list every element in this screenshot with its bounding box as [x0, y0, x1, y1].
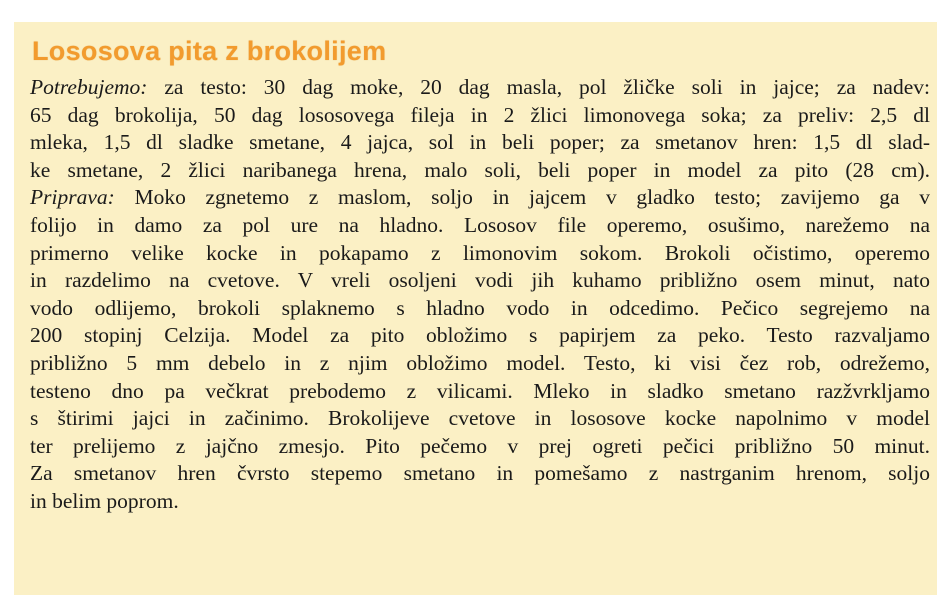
preparation-label: Priprava:: [30, 185, 115, 210]
recipe-card: [14, 22, 937, 595]
text-line: folijo in damo za pol ure na hladno. Lososov file operemo, osušimo, narežemo na: [30, 212, 930, 237]
text-line: ke smetane, 2 žlici naribanega hrena, malo soli, beli poper in model za pito (28 cm).: [30, 157, 930, 182]
text-line: 200 stopinj Celzija. Model za pito obložimo s papirjem za peko. Testo razvaljamo: [30, 323, 930, 348]
line-text: za testo: 30 dag moke, 20 dag masla, pol žličke soli in jajce; za nadev:: [147, 75, 930, 99]
text-line: s štirimi jajci in začinimo. Brokolijeve cvetove in lososove kocke napolnimo v model: [30, 406, 930, 431]
text-line: 65 dag brokolija, 50 dag lososovega fileja in 2 žlici limonovega soka; za preliv: 2,5 dl: [30, 102, 930, 127]
text-line: mleka, 1,5 dl sladke smetane, 4 jajca, sol in beli poper; za smetanov hren: 1,5 dl slad-: [30, 130, 930, 155]
text-line: Za smetanov hren čvrsto stepemo smetano in pomešamo z nastrganim hrenom, soljo: [30, 461, 930, 486]
ingredients-label: Potrebujemo:: [30, 75, 148, 99]
text-line: ter prelijemo z jajčno zmesjo. Pito pečemo v prej ogreti pečici približno 50 minut.: [30, 433, 930, 458]
recipe-title: Lososova pita z brokolijem: [32, 36, 387, 66]
text-line: primerno velike kocke in pokapamo z limonovim sokom. Brokoli očistimo, operemo: [30, 240, 930, 265]
recipe-body: [30, 74, 930, 516]
text-line: testeno dno pa večkrat prebodemo z vilicami. Mleko in sladko smetano razžvrkljamo: [30, 378, 930, 403]
text-line: in razdelimo na cvetove. V vreli osoljeni vodi jih kuhamo približno osem minut, nato: [30, 268, 930, 293]
text-line: [30, 184, 930, 212]
text-line: in belim poprom.: [30, 488, 179, 513]
text-line: vodo odlijemo, brokoli splaknemo s hladno vodo in odcedimo. Pečico segrejemo na: [30, 295, 930, 320]
line-text: Moko zgnetemo z maslom, soljo in jajcem v gladko testo; zavijemo ga v: [114, 185, 930, 210]
text-line: približno 5 mm debelo in z njim obložimo model. Testo, ki visi čez rob, odrežemo,: [30, 350, 930, 375]
text-line: [30, 74, 930, 102]
